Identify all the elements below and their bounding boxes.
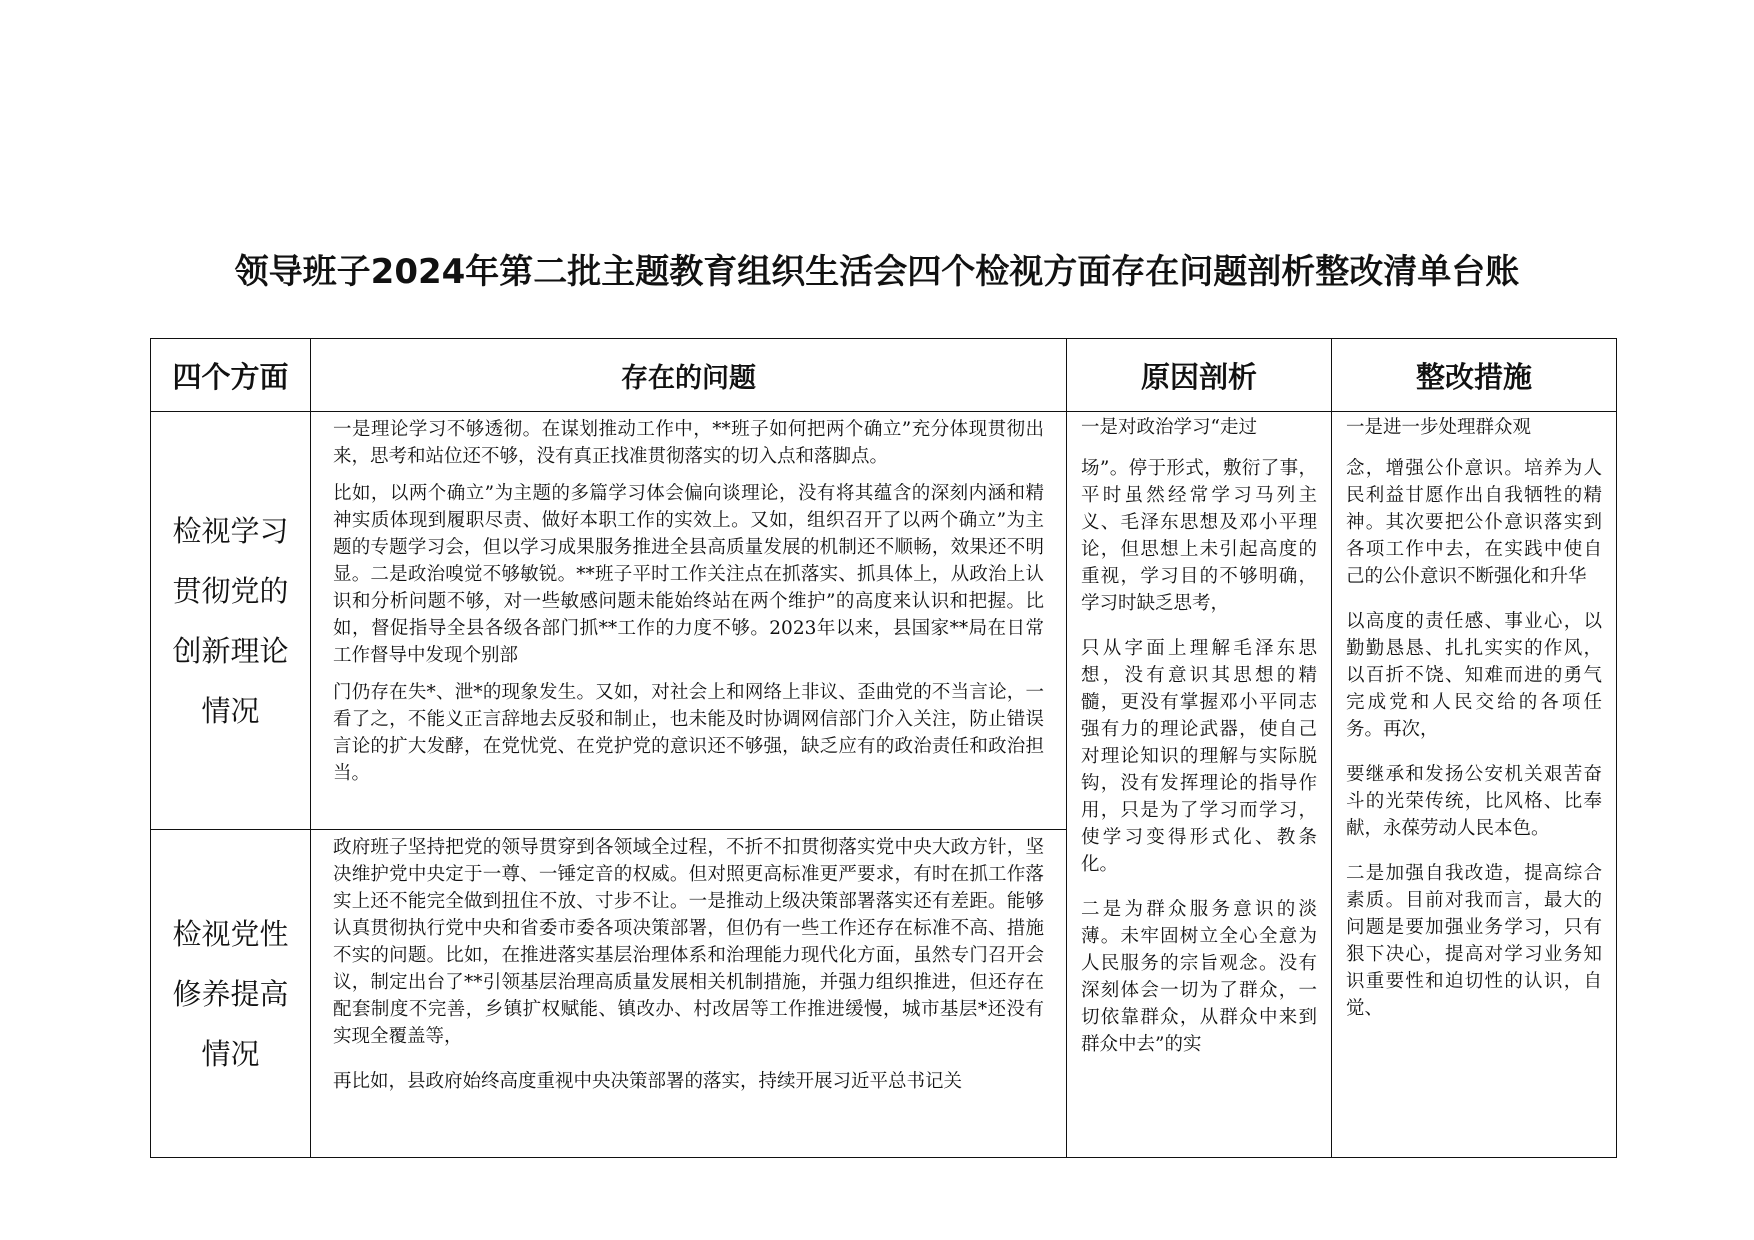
measure-paragraph: 以高度的责任感、事业心，以勤勤恳恳、扎扎实实的作风，以百折不饶、知难而进的勇气完成党和人民交给的各项任务。再次， (1346, 611, 1602, 740)
cause-paragraph: 二是为群众服务意识的淡薄。未牢固树立全心全意为人民服务的宗旨观念。没有深刻体会一切为了群众，一切依靠群众，从群众中来到群众中去”的实 (1081, 899, 1317, 1055)
rectification-table (150, 338, 1617, 1158)
problem-paragraph: 再比如，县政府始终高度重视中央决策部署的落实，持续开展习近平总书记关 (333, 1071, 963, 1092)
aspect-cell-study (151, 412, 311, 830)
header-problem: 存在的问题 (311, 339, 1067, 412)
measure-paragraph: 二是加强自我改造，提高综合素质。目前对我而言，最大的问题是要加强业务学习，只有狠下决心，提高对学习业务知识重要性和迫切性的认识，自觉、 (1346, 863, 1602, 1019)
cause-cell (1067, 412, 1332, 1158)
table-header-row (151, 339, 1617, 412)
aspect-line: 修养提高 (172, 976, 289, 1011)
problem-paragraph: 政府班子坚持把党的领导贯穿到各领域全过程，不折不扣贯彻落实党中央大政方针，坚决维护党中央定于一尊、一锤定音的权威。但对照更高标准更严要求，有时在抓工作落实上还不能完全做到扭住不放、寸步不让。一是推动上级决策部署落实还有差距。能够认真贯彻执行党中央和省委市委各项决策部署，但仍有一些工作还存在标准不高、措施不实的问题。比如，在推进落实基层治理体系和治理能力现代化方面，虽然专门召开会议，制定出台了**引领基层治理高质量发展相关机制措施，并强力组织推进，但还存在配套制度不完善，乡镇扩权赋能、镇改办、村改居等工作推进缓慢，城市基层*还没有实现全覆盖等， (333, 837, 1044, 1047)
document-title: 领导班子2024年第二批主题教育组织生活会四个检视方面存在问题剖析整改清单台账 (234, 252, 1520, 292)
header-measure: 整改措施 (1332, 339, 1617, 412)
aspect-line: 检视党性 (172, 916, 289, 951)
table-row (151, 412, 1617, 830)
measure-cell (1332, 412, 1617, 1158)
header-cause: 原因剖析 (1067, 339, 1332, 412)
measure-paragraph: 要继承和发扬公安机关艰苦奋斗的光荣传统，比风格、比奉献，永葆劳动人民本色。 (1346, 764, 1602, 839)
aspect-cell-party-spirit (151, 830, 311, 1158)
measure-paragraph: 念，增强公仆意识。培养为人民利益甘愿作出自我牺牲的精神。其次要把公仆意识落实到各项工作中去，在实践中使自己的公仆意识不断强化和升华 (1346, 458, 1602, 587)
cause-paragraph: 场”。停于形式，敷衍了事，平时虽然经常学习马列主义、毛泽东思想及邓小平理论，但思想上未引起高度的重视，学习目的不够明确，学习时缺乏思考， (1081, 458, 1317, 614)
aspect-line: 情况 (201, 1036, 260, 1071)
cause-paragraph: 只从字面上理解毛泽东思想，没有意识其思想的精髓，更没有掌握邓小平同志强有力的理论武器，使自己对理论知识的理解与实际脱钩，没有发挥理论的指导作用，只是为了学习而学习，使学习变得形式化、教条化。 (1081, 638, 1317, 875)
aspect-line: 情况 (201, 693, 260, 728)
header-aspect: 四个方面 (151, 339, 311, 412)
problem-paragraph: 比如，以两个确立”为主题的多篇学习体会偏向谈理论，没有将其蕴含的深刻内涵和精神实质体现到履职尽责、做好本职工作的实效上。又如，组织召开了以两个确立”为主题的专题学习会，但以学习成果服务推进全县高质量发展的机制还不顺畅，效果还不明显。二是政治嗅觉不够敏锐。**班子平时工作关注点在抓落实、抓具体上，从政治上认识和分析问题不够，对一些敏感问题未能始终站在两个维护”的高度来认识和把握。比如，督促指导全县各级各部门抓**工作的力度不够。2023年以来，县国家**局在日常工作督导中发现个别部 (333, 483, 1044, 666)
problem-paragraph: 门仍存在失*、泄*的现象发生。又如，对社会上和网络上非议、歪曲党的不当言论，一看了之，不能义正言辞地去反驳和制止，也未能及时协调网信部门介入关注，防止错误言论的扩大发酵，在党忧党、在党护党的意识还不够强，缺乏应有的政治责任和政治担当。 (333, 682, 1044, 784)
aspect-line: 贯彻党的 (172, 573, 289, 608)
problem-paragraph: 一是理论学习不够透彻。在谋划推动工作中，**班子如何把两个确立”充分体现贯彻出来，思考和站位还不够，没有真正找准贯彻落实的切入点和落脚点。 (333, 419, 1044, 467)
aspect-line: 检视学习 (172, 513, 289, 548)
cause-paragraph: 一是对政治学习“走过 (1081, 417, 1257, 438)
aspect-line: 创新理论 (172, 633, 289, 668)
measure-paragraph: 一是进一步处理群众观 (1346, 417, 1532, 438)
problem-cell-party-spirit (311, 830, 1067, 1158)
problem-cell-study (311, 412, 1067, 830)
